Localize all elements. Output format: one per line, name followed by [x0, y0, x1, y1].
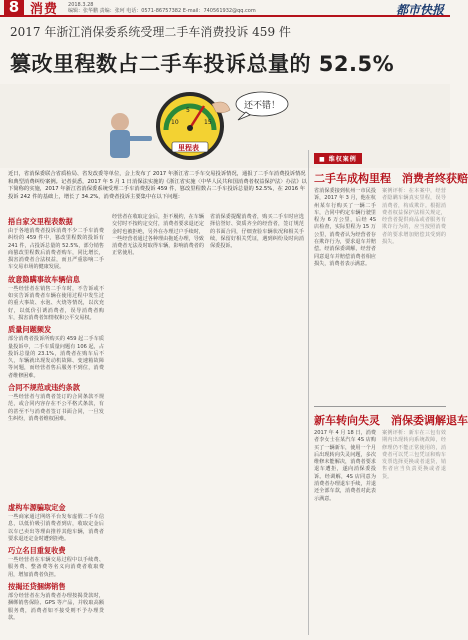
section-text: 一些经营者在销售二手车时，不告诉或不如实告诉消费者车辆在使用过程中发生过的重大事故、水泡、火烧等情况，以次充好，以低价引诱消费者，误导消费者购车，损害消费者知情权和公平交易权。 [8, 285, 104, 321]
person-body-icon [110, 130, 130, 158]
section-title: 按揭还贷捆绑销售 [8, 582, 66, 592]
page-header [0, 0, 450, 17]
case1-comment: 案例评析：在本案中，经营者隐瞒车辆真实里程，误导消费者，构成欺诈。根据消费者权益保护法相关规定，经营者提供商品或者服务有欺诈行为的，应当按照消费者的要求增加赔偿其受到的损失。 [382, 188, 446, 246]
column-1 [8, 214, 104, 423]
section-title: 故意隐瞒事故车辆信息 [8, 274, 80, 284]
header-meta [68, 2, 256, 14]
section-text: 一些经营者在车辆交易过程中以手续费、服务费、整备费等名义向消费者收取费用，增加消费者负担。 [8, 557, 104, 578]
case1-column [314, 188, 376, 268]
section-text: 部分消费者投诉所购买的 459 起二手车质量投诉中，二手车质量问题有 106 起，占投诉总量的 23.1%，消费者在购车后不久，车辆就出现发动机故障、变速箱故障等问题，而经营者售后服务不到位，消费者维修困难。 [8, 336, 104, 379]
case2-title: 新车转向失灵 消保委调解退车 [314, 414, 468, 427]
speech-text: 还不错！ [244, 101, 281, 111]
gauge-number-2: 15 [204, 119, 212, 126]
case2-comment-column [382, 430, 446, 481]
column-3 [210, 214, 304, 250]
article-headline: 篡改里程数占二手车投诉总量的 52.5% [10, 52, 395, 76]
case1-text: 省消保委接到杭州一市民投诉，2017 年 3 月，他在杭州某车行购买了一辆二手车，合同中约定车辆行驶里程为 6 万公里，后经 4S 店检查，实际里程为 15 万公里，消费者认为经营者存在欺诈行为，要求退车并赔偿。经消保委调解，经营者同意退车并赔偿消费者相应损失，消费者表示满意。 [314, 188, 376, 267]
case1-title: 二手车成构里程 消费者终获赔 [314, 172, 468, 185]
column-3-text: 省消保委提醒消费者，购买二手车时应选择信誉好、资质齐全的经营者，签订规范的书面合同，仔细查验车辆状况和相关手续，保留好相关凭证，遇到纠纷及时向消保委投诉。 [210, 214, 304, 250]
section-title: 捂自家交里程表数据 [8, 217, 73, 226]
column-2-text: 经营者在收取定金后，拒不履约，在车辆交付时不按约定交付，消费者要求退还定金时也被拒绝，另外在办理过户手续时，一些经营者通过各种理由拖延办理，导致消费者无法及时取得车辆，影响消费者的正常使用。 [112, 214, 204, 257]
section-text: 部分经营者在为消费者办理按揭贷款时，捆绑销售保险、GPS 等产品，并收取高额服务费，消费者如不接受则不予办理贷款。 [8, 593, 104, 621]
section-title: 合同不规范或违约条款 [8, 383, 80, 393]
section-text: 由于各地消费者投诉消费不少二手车消费纠纷的 459 件中，篡改里程数的投诉有 241 件，占投诉总量的 52.5%，部分销售商篡改里程数后消费者购车，同比增长，损害消费者合法权益，而且严重影响二手车交易市场的健康发展。 [8, 228, 104, 271]
section-text: 一些商家通过网络平台发布虚假二手车信息，以低价吸引消费者到店，收取定金后以车已卖出等理由推荐其他车辆，消费者要求退还定金时遭到拒绝。 [8, 514, 104, 542]
column-2 [112, 214, 204, 258]
case1-comment-column [382, 188, 446, 246]
odometer-drawing [0, 84, 450, 168]
odometer-label: 里程表 [178, 144, 199, 152]
case2-column [314, 430, 376, 503]
section-text: 一些经营者与消费者签订的合同条款不规范，或合同内容存在不公平格式条款，有的甚至不与消费者签订书面合同，一旦发生纠纷，消费者维权困难。 [8, 394, 104, 422]
person-head-icon [111, 113, 129, 131]
gauge-number-1: 5 [186, 107, 190, 114]
person-arm-icon [126, 136, 152, 141]
issue-date: 2018.3.28 [68, 1, 94, 8]
column-divider [308, 150, 309, 635]
section-name: 消费 [30, 2, 59, 17]
case-divider [314, 406, 446, 407]
odometer-illustration [0, 84, 450, 168]
article-kicker: 2017 年浙江消保委系统受理二手车消费投诉 459 件 [10, 25, 291, 39]
article-lead: 近日，省消保委联合省质检局、省发改委等单位，会上发布了 2017 年浙江省二手车交易投诉情况，通报了二手车消费投诉情况和典型消费纠纷案例。记者获悉，2017 年 5 月 1 日消保法实施的《浙江省实施〈中华人民共和国消费者权益保护法〉办法》以下简称的实施，2017 年浙江省消保委系统受理二手车消费投诉 459 件，篡改里程数占二手车投诉总量的 52.5%，在 2016 年投诉 242 件的基础上，增长了 34.2%，消费者投诉主要集中在以下问题： [8, 171, 307, 200]
page-number: 8 [4, 0, 24, 15]
section-title: 质量问题频发 [8, 325, 52, 335]
section-title: 虚构车源骗取定金 [8, 503, 66, 512]
case2-text: 2017 年 4 月 18 日，消费者李女士在某汽车 4S 店购买了一辆新车，使用一个月后出现转向失灵问题，多次维修未能解决，消费者要求退车遭拒，遂向消保委投诉。经调解，4S 店同意为消费者办理退车手续，并退还全部车款，消费者对此表示满意。 [314, 430, 376, 502]
column-1-bottom [8, 500, 104, 622]
editor-contact: 编辑：张华鹏 责编：张珂 电话：0571-86757382 E-mail：740561932@qq.com [68, 7, 256, 14]
gauge-number-0: 10 [171, 119, 179, 126]
sidebar-tag: ■ 维权案例 [314, 153, 362, 164]
case2-comment: 案例评析：新车在三包有效期内出现转向系统故障，经修理仍不能正常使用的，消费者可以凭三包凭证和购车发票选择更换或者退货，销售者应当负责更换或者退货。 [382, 430, 446, 480]
newspaper-brand: 都市快报 [395, 3, 444, 17]
section-title: 巧立名目重复收费 [8, 546, 66, 556]
